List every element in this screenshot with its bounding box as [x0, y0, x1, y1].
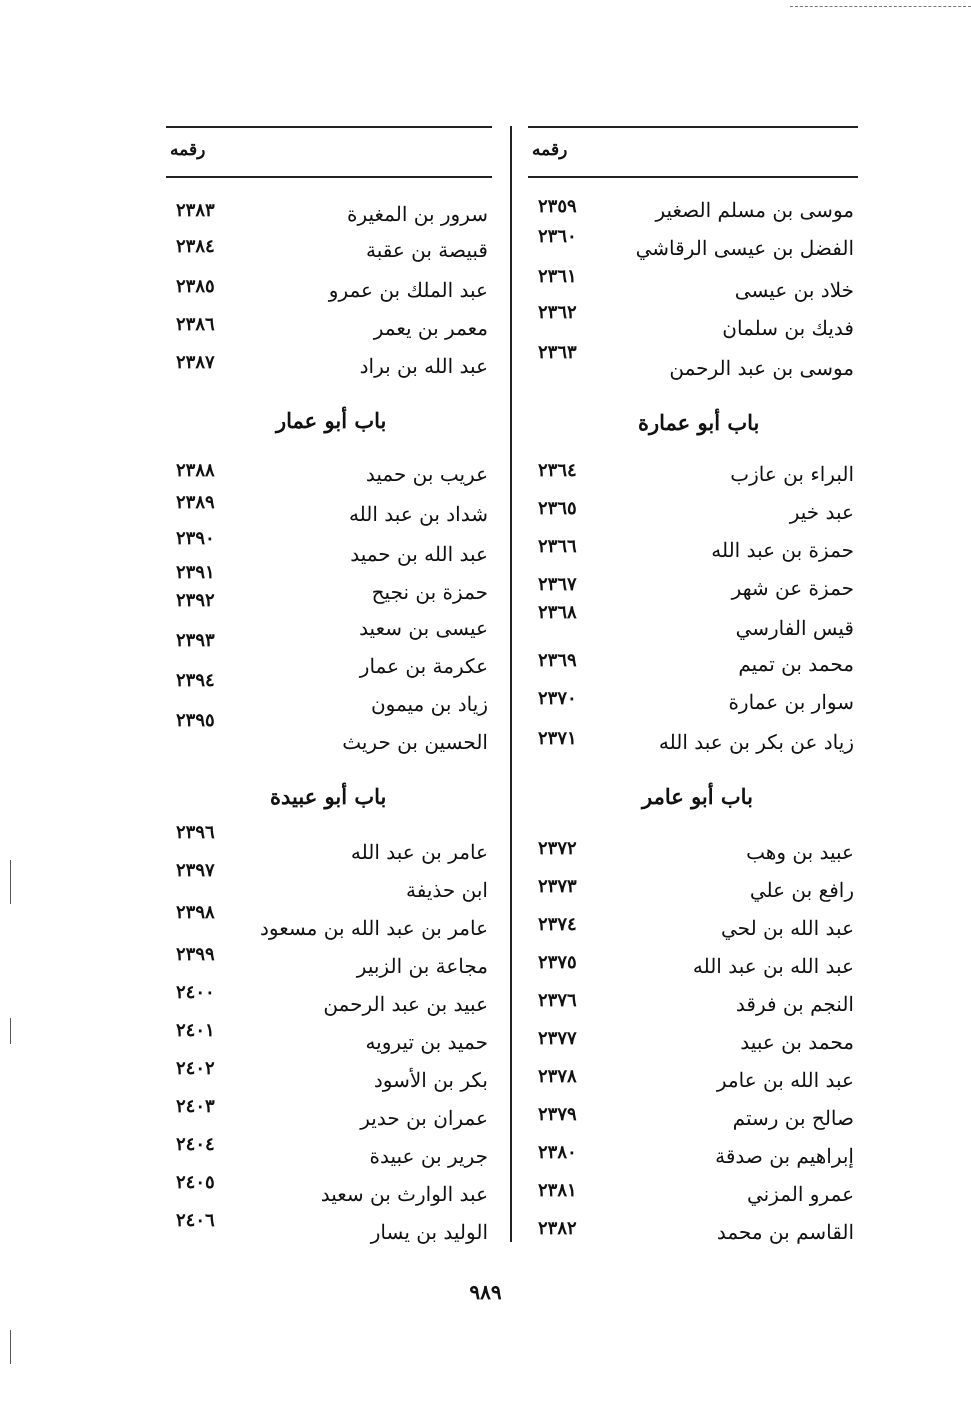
entry-number: ٢٣٦٦	[538, 536, 577, 557]
entry-number: ٢٣٨٥	[176, 276, 215, 297]
column-header	[528, 126, 858, 178]
index-entry	[528, 646, 858, 684]
entry-name: عبد الملك بن عمرو	[328, 278, 488, 302]
index-entry	[166, 232, 492, 270]
entry-name: معمر بن يعمر	[373, 316, 488, 340]
entry-name: مجاعة بن الزبير	[356, 954, 488, 978]
section-title: باب أبو عامر	[642, 784, 753, 809]
entry-name: فديك بن سلمان	[722, 316, 854, 340]
entry-name: عبد الوارث بن سعيد	[320, 1182, 488, 1206]
entry-name: عمران بن حدير	[360, 1106, 488, 1130]
index-entry	[528, 494, 858, 532]
index-entry	[528, 1100, 858, 1138]
index-entry	[528, 1214, 858, 1252]
index-entry	[528, 872, 858, 910]
index-entry	[166, 528, 492, 574]
entry-name: بكر بن الأسود	[373, 1068, 488, 1092]
entry-name: موسى بن مسلم الصغير	[655, 198, 854, 222]
entry-number: ٢٣٩٦	[176, 822, 215, 843]
section-title: باب أبو عمارة	[638, 410, 760, 435]
entry-number: ٢٣٩٤	[176, 670, 215, 691]
entry-number: ٢٣٩٠	[176, 528, 215, 549]
entry-name: عبد الله بن براد	[359, 354, 488, 378]
entry-name: عبد الله بن حميد	[350, 542, 488, 566]
top-dashed-rule	[790, 6, 971, 7]
index-entry	[528, 1138, 858, 1176]
index-entry	[528, 684, 858, 722]
index-entry	[166, 1134, 492, 1176]
index-entry	[528, 986, 858, 1024]
entry-number: ٢٣٨٠	[538, 1142, 577, 1163]
index-entry	[528, 1176, 858, 1214]
index-entry	[166, 310, 492, 348]
entry-name: سرور بن المغيرة	[346, 202, 488, 226]
entry-name: شداد بن عبد الله	[348, 502, 488, 526]
entry-name: ابن حذيفة	[406, 878, 488, 902]
entry-number: ٢٣٩٨	[176, 902, 215, 923]
entry-number: ٢٣٨١	[538, 1180, 577, 1201]
entry-number: ٢٣٦٧	[538, 574, 577, 595]
index-entry	[528, 834, 858, 872]
entry-name: زياد عن بكر بن عبد الله	[658, 730, 854, 754]
entry-number: ٢٣٩٥	[176, 710, 215, 731]
entry-name: عمرو المزني	[746, 1182, 854, 1206]
entry-number: ٢٣٩٧	[176, 860, 215, 881]
column-divider	[510, 126, 512, 1242]
entry-name: الحسين بن حريث	[342, 730, 488, 754]
index-entry	[166, 1096, 492, 1138]
entry-name: البراء بن عازب	[730, 462, 854, 486]
margin-tick	[10, 1018, 11, 1044]
index-entry	[528, 456, 858, 494]
entry-number: ٢٣٦٥	[538, 498, 577, 519]
entry-number: ٢٤٠٦	[176, 1210, 215, 1231]
entry-name: موسى بن عبد الرحمن	[669, 356, 854, 380]
column-header	[166, 126, 492, 178]
entry-number: ٢٣٧٤	[538, 914, 577, 935]
entry-name: رافع بن علي	[749, 878, 854, 902]
entry-number: ٢٣٦٤	[538, 460, 577, 481]
margin-tick	[10, 860, 11, 904]
index-entry	[528, 342, 858, 388]
entry-number: ٢٣٨٨	[176, 460, 215, 481]
entry-number: ٢٤٠٤	[176, 1134, 215, 1155]
index-entry	[166, 630, 492, 686]
entry-name: القاسم بن محمد	[716, 1220, 854, 1244]
entry-name: إبراهيم بن صدقة	[715, 1144, 854, 1168]
entry-name: محمد بن تميم	[738, 652, 854, 676]
entry-number: ٢٣٥٩	[538, 196, 577, 217]
index-entry	[166, 492, 492, 534]
index-entry	[528, 910, 858, 948]
entry-number: ٢٤٠١	[176, 1020, 215, 1041]
entry-number: ٢٣٧٢	[538, 838, 577, 859]
entry-number: ٢٣٧٥	[538, 952, 577, 973]
entry-number: ٢٤٠٥	[176, 1172, 215, 1193]
index-entry	[528, 302, 858, 348]
entry-name: عبد خير	[789, 500, 854, 524]
entry-number: ٢٣٨٩	[176, 492, 215, 513]
index-entry	[528, 570, 858, 608]
entry-name: عبد الله بن عامر	[716, 1068, 854, 1092]
entry-number: ٢٤٠٢	[176, 1058, 215, 1079]
entry-name: عامر بن عبد الله	[350, 840, 488, 864]
entry-number: ٢٣٦٩	[538, 650, 577, 671]
index-entry	[528, 1024, 858, 1062]
entry-number: ٢٣٦٢	[538, 302, 577, 323]
entry-number: ٢٣٧٨	[538, 1066, 577, 1087]
entry-name: عريب بن حميد	[365, 462, 488, 486]
entry-number: ٢٣٨٧	[176, 352, 215, 373]
entry-name: عبيد بن عبد الرحمن	[323, 992, 488, 1016]
index-entry	[528, 948, 858, 986]
page-number: ٩٨٩	[469, 1280, 502, 1304]
entry-number: ٢٣٧٧	[538, 1028, 577, 1049]
index-entry	[166, 348, 492, 386]
entry-name: زياد بن ميمون	[370, 692, 488, 716]
margin-tick	[10, 1330, 11, 1364]
index-entry	[528, 226, 858, 268]
entry-name: حمزة بن عبد الله	[711, 538, 854, 562]
index-entry	[166, 1058, 492, 1100]
section-title: باب أبو عمار	[276, 408, 387, 433]
entry-name: عبد الله بن عبد الله	[692, 954, 854, 978]
entry-name: خلاد بن عيسى	[734, 278, 854, 302]
entry-name: حميد بن تيرويه	[365, 1030, 488, 1054]
entry-number: ٢٣٨٣	[176, 200, 215, 221]
index-entry	[166, 670, 492, 724]
index-entry	[166, 1020, 492, 1062]
index-entry	[166, 456, 492, 494]
index-entry	[166, 710, 492, 762]
section-title: باب أبو عبيدة	[270, 784, 387, 809]
index-entry	[528, 1062, 858, 1100]
entry-number: ٢٣٧٠	[538, 688, 577, 709]
entry-number: ٢٣٦١	[538, 266, 577, 287]
entry-name: جرير بن عبيدة	[369, 1144, 488, 1168]
entry-name: النجم بن فرقد	[735, 992, 854, 1016]
index-entry	[166, 902, 492, 948]
index-entry	[528, 532, 858, 570]
entry-name: حمزة عن شهر	[731, 576, 854, 600]
entry-name: عبيد بن وهب	[746, 840, 854, 864]
index-entry	[528, 724, 858, 762]
entry-name: صالح بن رستم	[732, 1106, 854, 1130]
entry-number: ٢٣٩٩	[176, 944, 215, 965]
entry-number: ٢٣٧٦	[538, 990, 577, 1011]
index-entry	[166, 196, 492, 234]
entry-name: سوار بن عمارة	[728, 690, 854, 714]
index-entry	[528, 192, 858, 230]
entry-number: ٢٣٧١	[538, 728, 577, 749]
index-entry	[528, 602, 858, 648]
right-column	[528, 126, 858, 1244]
entry-number: ٢٤٠٣	[176, 1096, 215, 1117]
entry-number: ٢٣٩٣	[176, 630, 215, 651]
index-entry	[166, 1210, 492, 1252]
entry-number: ٢٣٨٢	[538, 1218, 577, 1239]
entry-name: الوليد بن يسار	[370, 1220, 488, 1244]
index-entry	[166, 982, 492, 1024]
entry-name: عكرمة بن عمار	[359, 654, 488, 678]
index-entry	[166, 944, 492, 986]
entry-name: قيس الفارسي	[735, 616, 854, 640]
entry-name: عبد الله بن لحي	[721, 916, 854, 940]
entry-name: عامر بن عبد الله بن مسعود	[259, 916, 488, 940]
entry-number: ٢٣٦٠	[538, 226, 577, 247]
entry-name: محمد بن عبيد	[740, 1030, 854, 1054]
number-column-label: رقمه	[170, 140, 206, 160]
index-entry	[166, 272, 492, 310]
entry-number: ٢٣٨٤	[176, 236, 215, 257]
entry-number: ٢٣٩٢	[176, 590, 215, 611]
entry-number: ٢٣٨٦	[176, 314, 215, 335]
entry-number: ٢٣٧٣	[538, 876, 577, 897]
entry-number: ٢٣٧٩	[538, 1104, 577, 1125]
entry-number: ٢٣٦٨	[538, 602, 577, 623]
entry-number: ٢٣٦٣	[538, 342, 577, 363]
entry-name: الفضل بن عيسى الرقاشي	[635, 236, 854, 260]
entry-name: عيسى بن سعيد	[359, 616, 488, 640]
number-column-label: رقمه	[532, 140, 568, 160]
left-column	[166, 126, 492, 1244]
entry-name: حمزة بن نجيح	[371, 580, 488, 604]
index-entry	[528, 266, 858, 310]
index-entry	[166, 1172, 492, 1214]
entry-name: قبيصة بن عقبة	[365, 238, 488, 262]
entry-number: ٢٤٠٠	[176, 982, 215, 1003]
entry-number: ٢٣٩١	[176, 562, 215, 583]
